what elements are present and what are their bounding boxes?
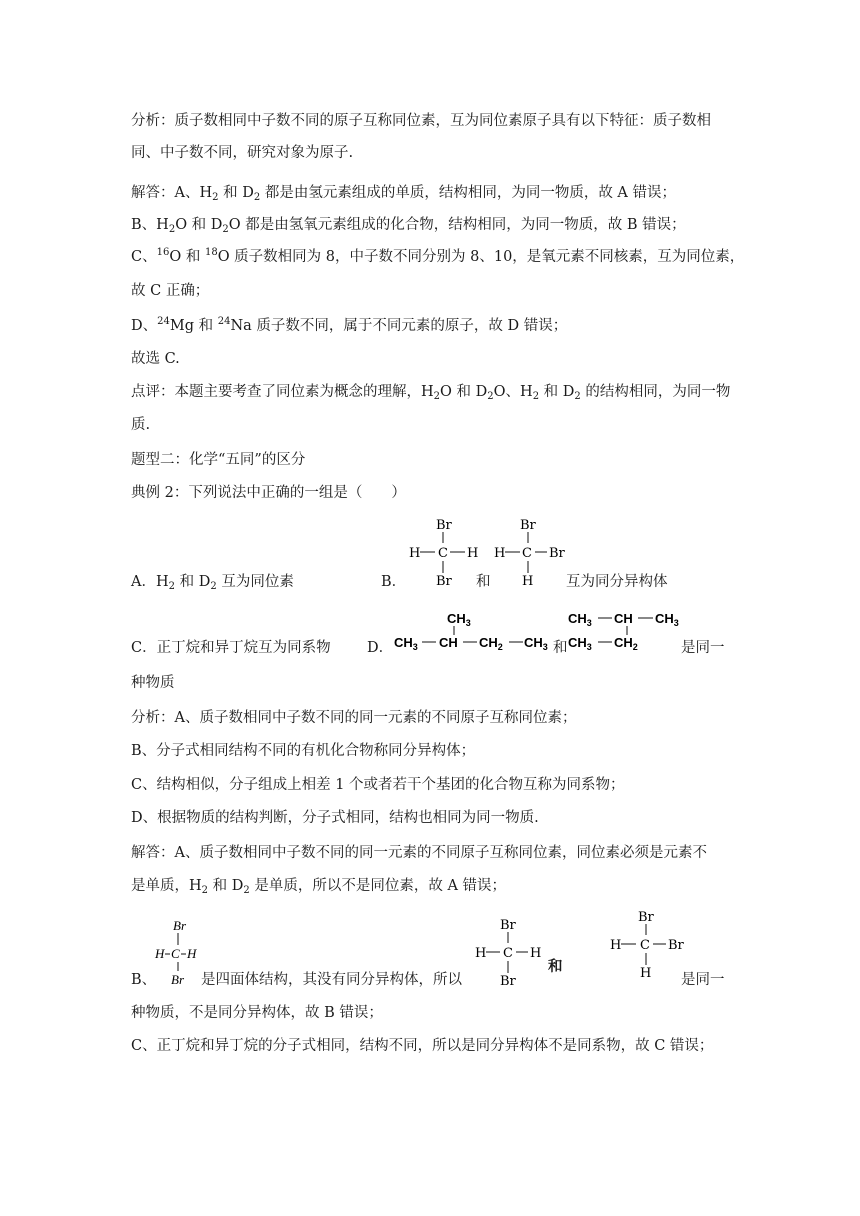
atom-c: C [522,546,532,561]
atom-br-top: Br [436,518,452,533]
type2-heading: 题型二：化学“五同”的区分 [131,452,306,468]
atom-br-bottom: Br [500,974,516,989]
atom-h-left: H [610,938,622,953]
solution2-b-label: B、 [131,972,157,988]
atom-h-left: H [494,546,506,561]
solution2-a-line-1: 解答：A、质子数相同中子数不同的同一元素的不同原子互称同位素，同位素必须是元素不 [131,845,707,861]
analysis2-d: D、根据物质的结构判断，分子式相同，结构也相同为同一物质. [131,810,539,826]
answer-c: C、$^{16}$O 和 $^{18}$O 质子数相同为 8，中子数不同分别为 8、10，是氧元素不同核素，互为同位素， [131,247,745,265]
atom-br-right: Br [549,546,565,561]
option-c: C．正丁烷和异丁烷互为同系物 [131,640,331,656]
solution2-c: C、正丁烷和异丁烷的分子式相同，结构不同，所以是同分异构体不是同系物，故 C 错误； [131,1038,714,1054]
option-d-and: 和 [553,640,568,656]
comment-line-2: 质. [131,417,151,433]
atom-br-right: Br [668,938,684,953]
svg-text:CH3: $CH_3$ [524,635,548,652]
atom-c: C [171,946,180,961]
atom-br-bottom: Br [171,972,184,987]
svg-text:CH2: $CH_2$ [479,635,503,652]
structure-ch2br2-3 [474,914,544,994]
atom-br-top: Br [500,918,516,933]
option-d-text: 是同一 [681,640,725,656]
atom-br-top: Br [638,910,654,925]
svg-text:CH3: $CH_3$ [655,611,679,628]
svg-text:CH3: $CH_3$ [447,611,471,628]
atom-h-left: H [409,546,421,561]
atom-h-right: H [530,946,542,961]
solution2-b-and: 和 [548,959,563,975]
atom-br-bottom: Br [436,574,452,589]
atom-h-left: H [475,946,487,961]
answer-c-line-2: 故 C 正确； [131,283,210,299]
atom-h-left: H [155,946,165,961]
analysis-line-2: 同、中子数不同，研究对象为原子. [131,145,354,161]
atom-br-top: Br [520,518,536,533]
atom-c: C [438,546,448,561]
option-b-and: 和 [476,574,491,590]
answer-b: B、$H_2O$ 和 $D_2O$ 都是由氢氧元素组成的化合物，结构相同，为同一物质，故 B 错误； [131,217,686,235]
svg-text:CH3: $CH_3$ [568,611,592,628]
solution2-b-text: 是四面体结构，其没有同分异构体，所以 [201,972,462,988]
analysis2-a: 分析：A、质子数相同中子数不同的同一元素的不同原子互称同位素； [131,710,577,726]
structure-ch2br2-italic [153,916,205,994]
analysis-line-1: 分析：质子数相同中子数不同的原子互称同位素，互为同位素原子具有以下特征：质子数相 [131,113,711,129]
option-a: A．$H_2$ 和 $D_2$ 互为同位素 [131,574,294,592]
atom-h-bottom: H [640,966,652,981]
solution2-b-tail: 是同一 [681,972,725,988]
example2-question: 典例 2：下列说法中正确的一组是（ ） [131,485,406,501]
svg-text:CH2: $CH_2$ [614,635,638,652]
atom-c: C [640,938,650,953]
analysis2-b: B、分子式相同结构不同的有机化合物称同分异构体； [131,743,476,759]
svg-text:CH3: $CH_3$ [568,635,592,652]
structure-ch2br2-1 [405,514,485,594]
atom-br-top: Br [173,918,186,933]
option-d-label: D． [367,640,394,656]
analysis2-c: C、结构相似，分子组成上相差 1 个或者若干个基团的化合物互称为同系物； [131,777,625,793]
structure-2-methylbutane [393,605,563,659]
answer-d: D、$^{24}$Mg 和 $^{24}$Na 质子数不同，属于不同元素的原子，故 D 错误； [131,316,568,334]
option-b-text: 互为同分异构体 [566,574,668,590]
svg-text:CH3: $CH_3$ [394,635,418,652]
option-d-line-2: 种物质 [131,675,175,691]
structure-2-methylbutane-2 [567,605,687,659]
atom-h-right: H [187,946,197,961]
choose-line: 故选 C. [131,351,180,367]
option-b-label: B． [381,574,407,590]
structure-ch2br2-4 [608,906,688,986]
svg-text:CH: CH [439,635,458,650]
atom-h-right: H [467,546,479,561]
structure-ch2br2-2 [493,514,573,594]
solution2-b-line-2: 种物质，不是同分异构体，故 B 错误； [131,1005,383,1021]
atom-c: C [503,946,513,961]
svg-text:CH: CH [614,611,633,626]
atom-h-bottom: H [522,574,534,589]
answer-a: 解答：A、$H_2$ 和 $D_2$ 都是由氢元素组成的单质，结构相同，为同一物质，故 A 错误； [131,185,677,203]
comment-line-1: 点评：本题主要考查了同位素为概念的理解，$H_2O$ 和 $D_2O$、$H_2$ 和 $D_2$ 的结构相同，为同一物 [131,384,731,402]
solution2-a-line-2: 是单质，$H_2$ 和 $D_2$ 是单质，所以不是同位素，故 A 错误； [131,878,507,896]
